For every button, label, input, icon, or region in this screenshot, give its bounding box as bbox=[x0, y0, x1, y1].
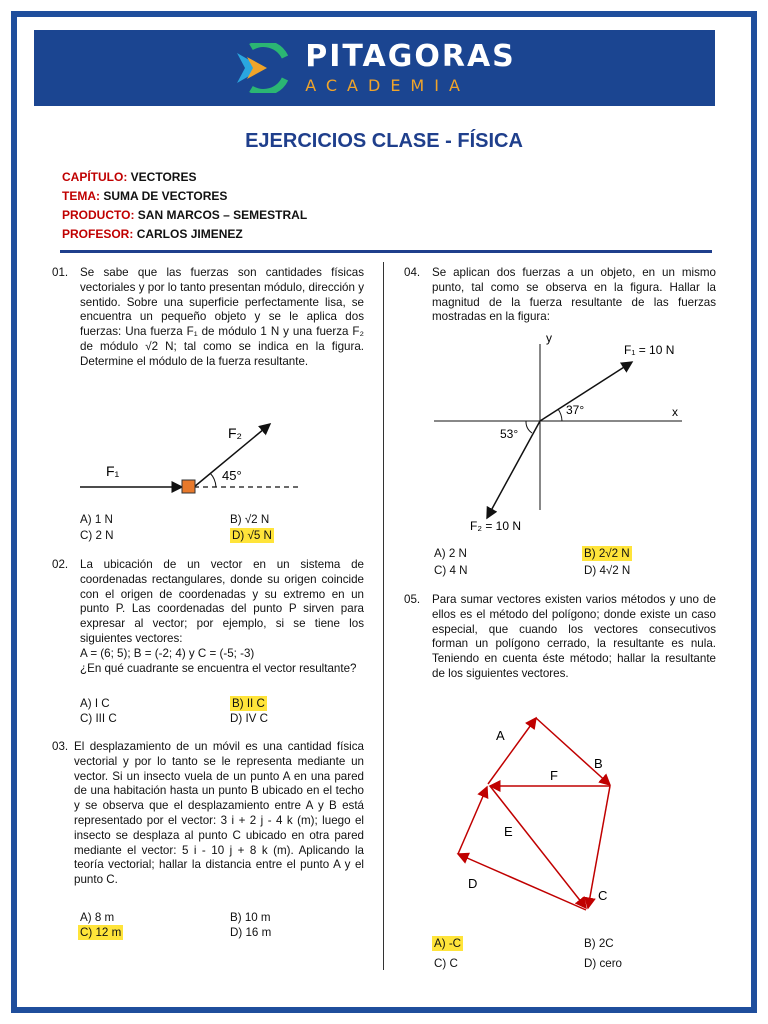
question-02 bbox=[52, 558, 364, 676]
option-a[interactable]: A) 2 N bbox=[434, 547, 467, 560]
question-number: 05. bbox=[404, 593, 421, 606]
question-01 bbox=[52, 266, 364, 370]
angle-arc-53 bbox=[526, 421, 532, 433]
angle-arc-37 bbox=[558, 409, 562, 421]
meta-key: TEMA: bbox=[62, 189, 100, 203]
option-c-answer[interactable]: C) 12 m bbox=[80, 926, 122, 939]
question-text: El desplazamiento de un móvil es una cantidad física vectorial y por lo tanto se le representa mediante un vector. Si un insecto vuela de un punto A en una pared de una habitación hasta un punto B ubicado en el techo y se observa que el desplazamiento entre A y B está representado por el vector: 3 i + 2 j - 4 k (m); luego el insecto se desplaza al punto C ubicado en otra pared mediante el vector: 5 i - 10 j + 8 k (m). Aplicando la teoría vectorial; hallar la distancia entre el punto A y el punto C. bbox=[74, 740, 364, 887]
f1-label: F₁ = 10 N bbox=[624, 343, 675, 357]
option-a[interactable]: A) I C bbox=[80, 697, 110, 710]
option-c[interactable]: C) 4 N bbox=[434, 564, 468, 577]
object-block bbox=[182, 480, 195, 493]
meta-value: SAN MARCOS – SEMESTRAL bbox=[137, 208, 308, 222]
question-body bbox=[80, 558, 364, 676]
question-prompt: ¿En qué cuadrante se encuentra el vector resultante? bbox=[80, 661, 357, 675]
option-c[interactable]: C) III C bbox=[80, 712, 117, 725]
option-c[interactable]: C) C bbox=[434, 957, 458, 970]
course-meta bbox=[62, 168, 307, 244]
f2-label: F₂ bbox=[228, 425, 242, 441]
f2-label: F₂ = 10 N bbox=[470, 519, 522, 533]
angle-53-label: 53° bbox=[500, 427, 519, 441]
option-a-answer[interactable]: A) -C bbox=[434, 937, 462, 950]
brand-logo bbox=[233, 38, 516, 95]
option-b[interactable]: B) 2C bbox=[584, 937, 614, 950]
vector-b bbox=[536, 718, 610, 785]
question-number: 04. bbox=[404, 266, 421, 279]
question-text: Se sabe que las fuerzas son cantidades físicas vectoriales y por lo tanto presentan módulo, dirección y sentido. Sobre una superficie perfectamente lisa, se encuentra un pequeño objeto y se le aplica dos fuerzas: Una fuerza F₁ de módulo 1 N y una fuerza F₂ de módulo √2 N; tal como se indica en la figura. Determine el módulo de la fuerza resultante. bbox=[80, 266, 364, 368]
header-divider bbox=[60, 250, 712, 253]
option-a[interactable]: A) 1 N bbox=[80, 513, 113, 526]
question-text: Se aplican dos fuerzas a un objeto, en un mismo punto, tal como se observa en la figura. Hallar la magnitud de la fuerza resultante de las fuerzas mostradas en la figura: bbox=[432, 266, 716, 324]
x-label: x bbox=[672, 405, 678, 419]
meta-row bbox=[62, 225, 307, 244]
label-f: F bbox=[550, 768, 558, 783]
label-a: A bbox=[496, 728, 505, 743]
meta-row bbox=[62, 206, 307, 225]
meta-value: VECTORES bbox=[130, 170, 197, 184]
option-d[interactable]: D) 4√2 N bbox=[584, 564, 631, 577]
meta-key: PROFESOR: bbox=[62, 227, 134, 241]
label-e: E bbox=[504, 824, 513, 839]
brand-name: PITAGORAS bbox=[305, 38, 516, 74]
question-text: Para sumar vectores existen varios métodos y uno de ellos es el método del polígono; donde existe un caso especial, que cuando los vectores consecutivos forman un polígono cerrado, la resultante es nula. Teniendo en cuenta éste método; hallar la resultante de los siguientes vectores. bbox=[432, 593, 716, 680]
option-d[interactable]: D) 16 m bbox=[230, 926, 272, 939]
question-number: 03. bbox=[52, 740, 69, 753]
angle-arc bbox=[210, 473, 216, 487]
brand-sub: ACADEMIA bbox=[305, 75, 470, 95]
question-04 bbox=[404, 266, 716, 325]
meta-key: PRODUCTO: bbox=[62, 208, 135, 222]
f1-label: F₁ bbox=[106, 463, 120, 479]
meta-value: CARLOS JIMENEZ bbox=[136, 227, 243, 241]
option-b-answer[interactable]: B) II C bbox=[232, 697, 265, 710]
option-b[interactable]: B) 10 m bbox=[230, 911, 271, 924]
option-b-answer[interactable]: B) 2√2 N bbox=[584, 547, 630, 560]
header-banner bbox=[34, 30, 715, 106]
angle-label: 45° bbox=[222, 468, 242, 483]
question-number: 01. bbox=[52, 266, 69, 279]
question-text: La ubicación de un vector en un sistema de coordenadas rectangulares, donde su origen coincide con el origen de coordenadas y su extremo en un punto P. Las coordenadas del punto P sirven para expresar al vector; por ejemplo, si se tiene los siguientes vectores: bbox=[80, 558, 364, 645]
meta-row bbox=[62, 168, 307, 187]
y-label: y bbox=[546, 331, 552, 345]
question-number: 02. bbox=[52, 558, 69, 571]
vector-d-to-a bbox=[458, 787, 487, 854]
angle-37-label: 37° bbox=[566, 403, 585, 417]
q1-figure bbox=[76, 412, 306, 502]
option-d-answer[interactable]: D) √5 N bbox=[232, 529, 272, 542]
vector-list: A = (6; 5); B = (-2; 4) y C = (-5; -3) bbox=[80, 646, 255, 660]
question-05 bbox=[404, 593, 716, 682]
q5-figure bbox=[450, 712, 630, 922]
pitagoras-logo-icon bbox=[233, 43, 291, 93]
option-b[interactable]: B) √2 N bbox=[230, 513, 270, 526]
q4-figure bbox=[430, 330, 700, 540]
option-d[interactable]: D) IV C bbox=[230, 712, 269, 725]
question-03 bbox=[52, 740, 364, 888]
option-d[interactable]: D) cero bbox=[584, 957, 623, 970]
meta-value: SUMA DE VECTORES bbox=[103, 189, 228, 203]
column-divider bbox=[383, 262, 384, 970]
option-c[interactable]: C) 2 N bbox=[80, 529, 114, 542]
page-title: EJERCICIOS CLASE - FÍSICA bbox=[245, 130, 523, 152]
label-d: D bbox=[468, 876, 478, 891]
f1-arrow bbox=[540, 362, 632, 421]
meta-row bbox=[62, 187, 307, 206]
label-c: C bbox=[598, 888, 608, 903]
option-a[interactable]: A) 8 m bbox=[80, 911, 115, 924]
label-b: B bbox=[594, 756, 603, 771]
meta-key: CAPÍTULO: bbox=[62, 170, 128, 184]
